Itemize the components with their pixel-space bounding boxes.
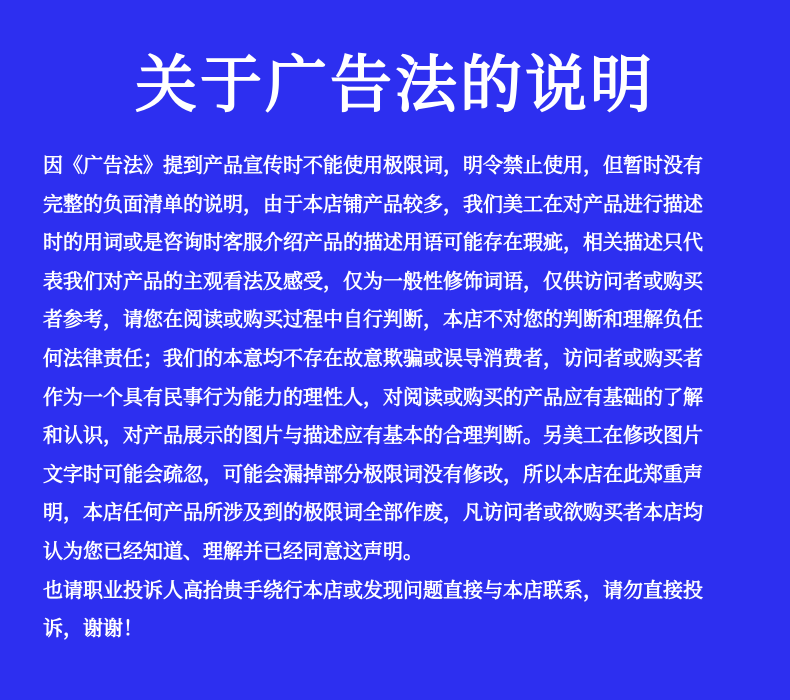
notice-line-13: 诉，谢谢！ [43,616,143,641]
page-title: 关于广告法的说明 [134,48,655,121]
notice-line-3: 时的用词或是咨询时客服介绍产品的描述用语可能存在瑕疵，相关描述只代 [43,230,703,255]
notice-line-1: 因《广告法》提到产品宣传时不能使用极限词，明令禁止使用，但暂时没有 [43,153,703,177]
notice-line-5: 者参考，请您在阅读或购买过程中自行判断，本店不对您的判断和理解负任 [43,307,703,332]
notice-line-10: 明，本店任何产品所涉及到的极限词全部作废，凡访问者或欲购买者本店均 [43,500,703,525]
notice-line-7: 作为一个具有民事行为能力的理性人，对阅读或购买的产品应有基础的了解 [43,384,703,409]
notice-line-8: 和认识，对产品展示的图片与描述应有基本的合理判断。另美工在修改图片 [43,423,703,448]
notice-line-2: 完整的负面清单的说明，由于本店铺产品较多，我们美工在对产品进行描述 [43,191,703,216]
notice-line-11: 认为您已经知道、理解并已经同意这声明。 [43,538,423,563]
notice-line-9: 文字时可能会疏忽，可能会漏掉部分极限词没有修改，所以本店在此郑重声 [43,461,703,486]
notice-line-6: 何法律责任；我们的本意均不存在故意欺骗或误导消费者，访问者或购买者 [43,345,703,370]
notice-line-12: 也请职业投诉人高抬贵手绕行本店或发现问题直接与本店联系，请勿直接投 [43,577,703,602]
notice-line-4: 表我们对产品的主观看法及感受，仅为一般性修饰词语，仅供访问者或购买 [43,268,703,293]
notice-body [43,146,747,648]
